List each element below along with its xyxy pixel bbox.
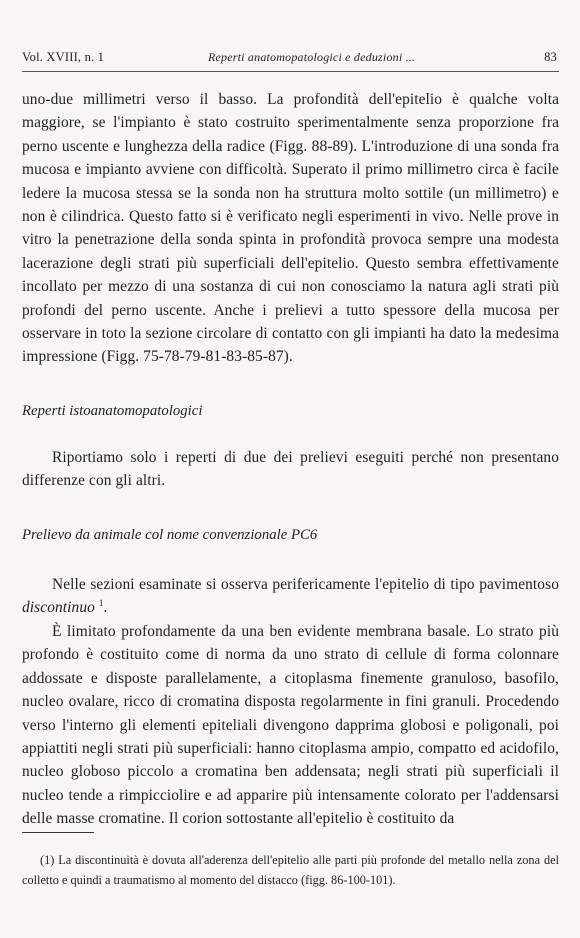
header-rule: [22, 71, 559, 72]
running-title: Reperti anatomopatologici e deduzioni ...: [208, 50, 416, 64]
paragraph-3-end: .: [103, 599, 108, 617]
page-number: 83: [544, 50, 557, 64]
paragraph-2: Riportiamo solo i reperti di due dei prelievi eseguiti perché non presentano differenze con gli altri.: [22, 449, 559, 490]
volume-label: Vol. XVIII, n. 1: [22, 50, 105, 64]
footnote-marker[interactable]: 1: [98, 598, 104, 609]
footnote-1: (1) La discontinuità è dovuta all'aderenza dell'epitelio alle parti più profonde del metallo nella zona del colletto e quindi a traumatismo al momento del distacco (figg. 86-100-101).: [22, 853, 559, 887]
running-header: [22, 50, 557, 68]
paragraph-3: [22, 573, 559, 620]
paragraph-1: uno-due millimetri verso il basso. La profondità dell'epitelio è qualche volta maggiore, se l'impianto è stato costruito sperimentalmente senza proporzione fra perno uscente e lunghezza della radice (Figg. 88-89). L'introduzione di una sonda fra mucosa e impianto avviene con difficoltà. Superato il primo millimetro circa è facile ledere la mucosa stessa se la sonda non ha struttura molto sottile (un millimetro) e non è cilindrica. Questo fatto si è verificato negli esperimenti in vivo. Nelle prove in vitro la penetrazione della sonda spinta in profondità provoca sempre una modesta lacerazione degli strati più superficiali dell'epitelio. Questo sembra effettivamente incollato per mezzo di una sostanza di cui non conosciamo la natura agli strati più profondi del perno uscente. Anche i prelievi a tutto spessore della mucosa per osservare in toto la sezione circolare di contatto con gli impianti ha dato la medesima impressione (Figg. 75-78-79-81-83-85-87).: [22, 91, 559, 366]
section-heading-reperti: Reperti istoanatomopatologici: [22, 403, 203, 419]
footnote-rule: [22, 832, 94, 833]
paragraph-4: È limitato profondamente da una ben evidente membrana basale. Lo strato più profondo è costituito come di norma da uno strato di cellule di forma colonnare addossate e disposte parallelamente, a citoplasma finemente granuloso, basofilo, nucleo ovalare, ricco di cromatina disposta regolarmente in fini granuli. Procedendo verso l'interno gli elementi epiteliali divengono dapprima globosi e poligonali, poi appiattiti negli strati più superficiali: hanno citoplasma ampio, compatto ed acidofilo, nucleo globoso piccolo a cromatina ben addensata; negli strati più superficiali il nucleo tende a rimpicciolire e ad apparire più intensamente colorato per l'addensarsi delle masse cromatine. Il corion sottostante all'epitelio è costituito da: [22, 623, 559, 828]
paragraph-3-text: Nelle sezioni esaminate si osserva perifericamente l'epitelio di tipo pavimentoso: [52, 576, 559, 593]
subsection-heading-prelievo: Prelievo da animale col nome convenzionale PC6: [22, 527, 318, 543]
paragraph-3-italic: discontinuo: [22, 599, 95, 617]
